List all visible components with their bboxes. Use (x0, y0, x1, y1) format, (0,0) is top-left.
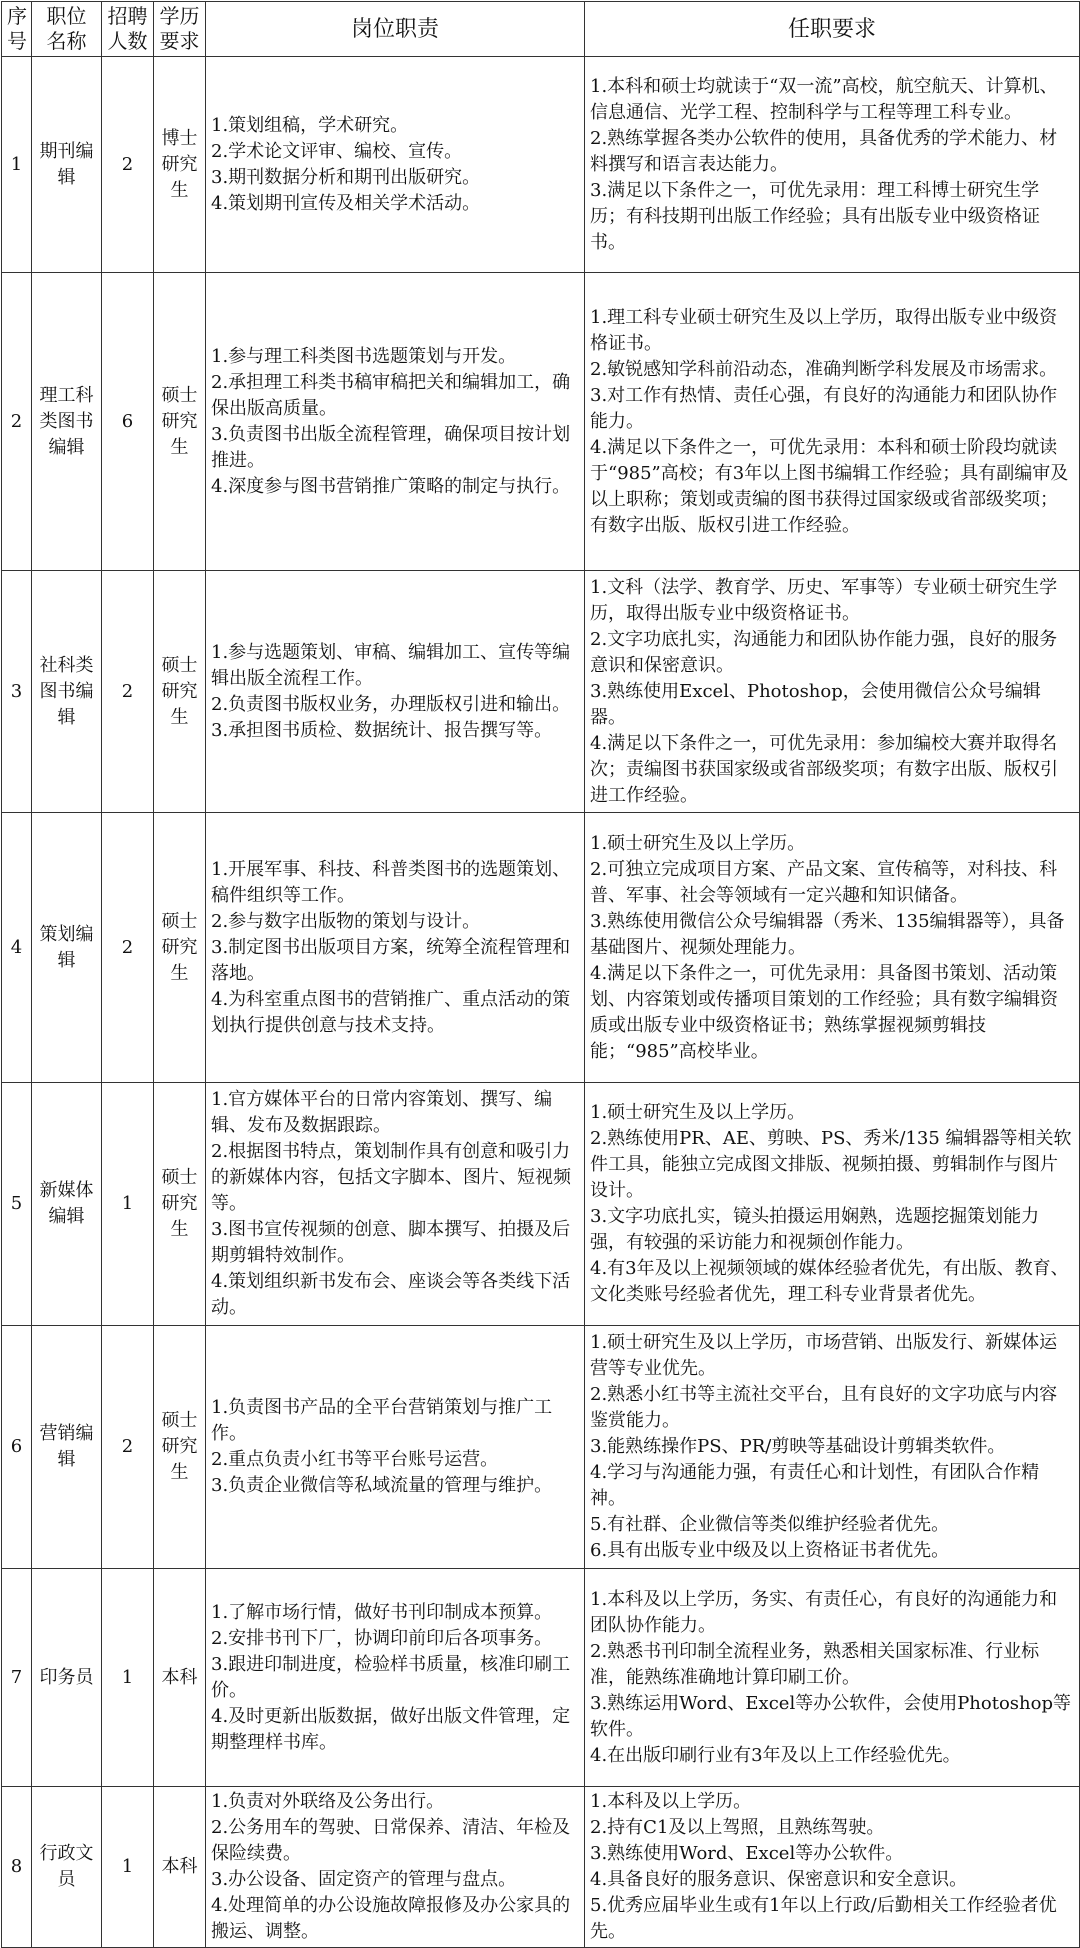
duty-item: 2.重点负责小红书等平台账号运营。 (211, 1449, 499, 1470)
row-reqs (585, 813, 1080, 1083)
requirement-item: 1.本科和硕士均就读于“双一流”高校，航空航天、计算机、信息通信、光学工程、控制科学与工程等理工科专业。 (590, 75, 1058, 123)
requirement-item: 2.敏锐感知学科前沿动态，准确判断学科发展及市场需求。 (590, 358, 1058, 380)
requirement-item: 3.对工作有热情、责任心强，有良好的沟通能力和团队协作能力。 (590, 384, 1058, 432)
duty-item: 1.参与选题策划、审稿、编辑加工、宣传等编辑出版全流程工作。 (211, 641, 571, 689)
duty-item: 1.负责图书产品的全平台营销策划与推广工作。 (211, 1397, 553, 1444)
requirement-item: 2.文字功底扎实，沟通能力和团队协作能力强，良好的服务意识和保密意识。 (590, 628, 1058, 676)
duty-item: 2.承担理工科类书稿审稿把关和编辑加工，确保出版高质量。 (211, 371, 571, 419)
header-title: 职位名称 (32, 2, 102, 57)
duty-item: 3.承担图书质检、数据统计、报告撰写等。 (211, 719, 553, 741)
row-seq: 4 (2, 813, 32, 1083)
row-seq: 7 (2, 1569, 32, 1787)
row-reqs (585, 57, 1080, 273)
requirement-item: 1.本科及以上学历，务实、有责任心，有良好的沟通能力和团队协作能力。 (590, 1588, 1058, 1636)
duty-item: 3.办公设备、固定资产的管理与盘点。 (211, 1869, 517, 1890)
table-row (2, 1787, 1080, 1948)
requirement-item: 2.持有C1及以上驾照，且熟练驾驶。 (590, 1817, 885, 1838)
requirement-item: 4.学习与沟通能力强，有责任心和计划性，有团队合作精神。 (590, 1462, 1040, 1509)
requirement-item: 1.硕士研究生及以上学历。 (590, 832, 806, 854)
duty-item: 1.负责对外联络及公务出行。 (211, 1791, 445, 1812)
duty-item: 1.开展军事、科技、科普类图书的选题策划、稿件组织等工作。 (211, 858, 571, 906)
duty-item: 1.了解市场行情，做好书刊印制成本预算。 (211, 1601, 553, 1623)
row-duties (206, 571, 585, 813)
requirement-item: 1.硕士研究生及以上学历。 (590, 1102, 806, 1123)
requirement-item: 2.熟练使用PR、AE、剪映、PS、秀米/135 编辑器等相关软件工具，能独立完成图文排版、视频拍摄、剪辑制作与图片设计。 (590, 1128, 1072, 1201)
row-count: 2 (102, 813, 154, 1083)
duty-item: 3.图书宣传视频的创意、脚本撰写、拍摄及后期剪辑特效制作。 (211, 1219, 571, 1266)
row-reqs (585, 273, 1080, 571)
row-edu: 硕士研究生 (154, 1083, 206, 1326)
row-duties (206, 1569, 585, 1787)
requirement-item: 2.熟练掌握各类办公软件的使用，具备优秀的学术能力、材料撰写和语言表达能力。 (590, 127, 1058, 175)
duty-item: 1.策划组稿，学术研究。 (211, 114, 409, 136)
duty-item: 2.公务用车的驾驶、日常保养、清洁、年检及保险续费。 (211, 1817, 571, 1864)
duty-item: 2.根据图书特点，策划制作具有创意和吸引力的新媒体内容，包括文字脚本、图片、短视频等。 (211, 1141, 571, 1214)
requirement-item: 2.熟悉书刊印制全流程业务，熟悉相关国家标准、行业标准，能熟练准确地计算印刷工价。 (590, 1640, 1040, 1688)
requirement-item: 4.具备良好的服务意识、保密意识和安全意识。 (590, 1869, 968, 1890)
requirement-item: 4.满足以下条件之一，可优先录用：具备图书策划、活动策划、内容策划或传播项目策划的工作经验；具有数字编辑资质或出版专业中级资格证书；熟练掌握视频剪辑技能；“985”高校毕业。 (590, 962, 1058, 1062)
row-reqs (585, 571, 1080, 813)
row-edu: 硕士研究生 (154, 1326, 206, 1569)
row-duties (206, 273, 585, 571)
requirement-item: 1.文科（法学、教育学、历史、军事等）专业硕士研究生学历，取得出版专业中级资格证书。 (590, 576, 1058, 624)
row-duties (206, 1787, 585, 1948)
requirement-item: 1.理工科专业硕士研究生及以上学历，取得出版专业中级资格证书。 (590, 306, 1058, 354)
row-title: 期刊编辑 (32, 57, 102, 273)
row-seq: 5 (2, 1083, 32, 1326)
requirement-item: 2.熟悉小红书等主流社交平台，且有良好的文字功底与内容鉴赏能力。 (590, 1384, 1058, 1431)
table-row (2, 1569, 1080, 1787)
duty-item: 3.负责企业微信等私域流量的管理与维护。 (211, 1475, 553, 1496)
header-edu: 学历要求 (154, 2, 206, 57)
row-count: 2 (102, 571, 154, 813)
row-edu: 本科 (154, 1787, 206, 1948)
requirement-item: 3.能熟练操作PS、PR/剪映等基础设计剪辑类软件。 (590, 1436, 1006, 1457)
requirement-item: 6.具有出版专业中级及以上资格证书者优先。 (590, 1540, 950, 1561)
duty-item: 3.跟进印制进度，检验样书质量，核准印刷工价。 (211, 1653, 571, 1701)
row-title: 行政文员 (32, 1787, 102, 1948)
row-edu: 硕士研究生 (154, 571, 206, 813)
requirement-item: 4.满足以下条件之一，可优先录用：本科和硕士阶段均就读于“985”高校；有3年以上图书编辑工作经验；具有副编审及以上职称；策划或责编的图书获得过国家级或省部级奖项；有数字出版、版权引进工作经验。 (590, 436, 1069, 536)
row-duties (206, 1326, 585, 1569)
row-seq: 2 (2, 273, 32, 571)
duty-item: 2.学术论文评审、编校、宣传。 (211, 140, 463, 162)
recruitment-table (1, 1, 1080, 1948)
duty-item: 2.安排书刊下厂，协调印前印后各项事务。 (211, 1627, 553, 1649)
row-seq: 1 (2, 57, 32, 273)
row-edu: 本科 (154, 1569, 206, 1787)
requirement-item: 4.有3年及以上视频领域的媒体经验者优先，有出版、教育、文化类账号经验者优先，理工科专业背景者优先。 (590, 1258, 1069, 1305)
row-count: 2 (102, 1326, 154, 1569)
duty-item: 4.处理简单的办公设施故障报修及办公家具的搬运、调整。 (211, 1895, 571, 1942)
row-duties (206, 57, 585, 273)
row-title: 理工科类图书编辑 (32, 273, 102, 571)
row-count: 1 (102, 1787, 154, 1948)
row-title: 营销编辑 (32, 1326, 102, 1569)
row-edu: 硕士研究生 (154, 273, 206, 571)
row-edu: 硕士研究生 (154, 813, 206, 1083)
row-reqs (585, 1569, 1080, 1787)
requirement-item: 3.熟练运用Word、Excel等办公软件，会使用Photoshop等软件。 (590, 1692, 1071, 1740)
row-reqs (585, 1326, 1080, 1569)
table-row (2, 273, 1080, 571)
duty-item: 4.为科室重点图书的营销推广、重点活动的策划执行提供创意与技术支持。 (211, 988, 571, 1036)
row-edu: 博士研究生 (154, 57, 206, 273)
row-count: 1 (102, 1083, 154, 1326)
table-row (2, 813, 1080, 1083)
requirement-item: 2.可独立完成项目方案、产品文案、宣传稿等，对科技、科普、军事、社会等领域有一定兴趣和知识储备。 (590, 858, 1058, 906)
row-reqs (585, 1083, 1080, 1326)
row-title: 印务员 (32, 1569, 102, 1787)
duty-item: 2.参与数字出版物的策划与设计。 (211, 910, 481, 932)
row-count: 1 (102, 1569, 154, 1787)
row-seq: 6 (2, 1326, 32, 1569)
row-duties (206, 1083, 585, 1326)
row-reqs (585, 1787, 1080, 1948)
row-title: 社科类图书编辑 (32, 571, 102, 813)
requirement-item: 5.优秀应届毕业生或有1年以上行政/后勤相关工作经验者优先。 (590, 1895, 1057, 1942)
table-row (2, 57, 1080, 273)
requirement-item: 3.满足以下条件之一，可优先录用：理工科博士研究生学历；有科技期刊出版工作经验；具有出版专业中级资格证书。 (590, 179, 1040, 253)
row-seq: 3 (2, 571, 32, 813)
header-seq: 序号 (2, 2, 32, 57)
row-title: 新媒体编辑 (32, 1083, 102, 1326)
header-row (2, 2, 1080, 57)
duty-item: 4.深度参与图书营销推广策略的制定与执行。 (211, 475, 571, 497)
table-row (2, 1326, 1080, 1569)
duty-item: 3.期刊数据分析和期刊出版研究。 (211, 166, 481, 188)
duty-item: 4.策划期刊宣传及相关学术活动。 (211, 192, 481, 214)
table-row (2, 1083, 1080, 1326)
duty-item: 3.负责图书出版全流程管理，确保项目按计划推进。 (211, 423, 571, 471)
requirement-item: 4.在出版印刷行业有3年及以上工作经验优先。 (590, 1744, 961, 1766)
duty-item: 4.策划组织新书发布会、座谈会等各类线下活动。 (211, 1271, 571, 1318)
requirement-item: 3.熟练使用Word、Excel等办公软件。 (590, 1843, 904, 1864)
row-seq: 8 (2, 1787, 32, 1948)
requirement-item: 1.本科及以上学历。 (590, 1791, 752, 1812)
requirement-item: 1.硕士研究生及以上学历，市场营销、出版发行、新媒体运营等专业优先。 (590, 1332, 1058, 1379)
header-duties: 岗位职责 (206, 2, 585, 57)
requirement-item: 4.满足以下条件之一，可优先录用：参加编校大赛并取得名次；责编图书获国家级或省部级奖项；有数字出版、版权引进工作经验。 (590, 732, 1058, 806)
requirement-item: 3.熟练使用微信公众号编辑器（秀米、135编辑器等），具备基础图片、视频处理能力。 (590, 910, 1065, 958)
duty-item: 1.参与理工科类图书选题策划与开发。 (211, 345, 517, 367)
duty-item: 1.官方媒体平台的日常内容策划、撰写、编辑、发布及数据跟踪。 (211, 1089, 553, 1136)
duty-item: 4.及时更新出版数据，做好出版文件管理，定期整理样书库。 (211, 1705, 571, 1753)
row-duties (206, 813, 585, 1083)
row-count: 6 (102, 273, 154, 571)
header-count: 招聘人数 (102, 2, 154, 57)
requirement-item: 3.文字功底扎实，镜头拍摄运用娴熟，选题挖掘策划能力强，有较强的采访能力和视频创作能力。 (590, 1206, 1040, 1253)
duty-item: 3.制定图书出版项目方案，统筹全流程管理和落地。 (211, 936, 571, 984)
duty-item: 2.负责图书版权业务，办理版权引进和输出。 (211, 693, 571, 715)
row-title: 策划编辑 (32, 813, 102, 1083)
row-count: 2 (102, 57, 154, 273)
requirement-item: 5.有社群、企业微信等类似维护经验者优先。 (590, 1514, 950, 1535)
header-reqs: 任职要求 (585, 2, 1080, 57)
table-row (2, 571, 1080, 813)
requirement-item: 3.熟练使用Excel、Photoshop，会使用微信公众号编辑器。 (590, 680, 1041, 728)
